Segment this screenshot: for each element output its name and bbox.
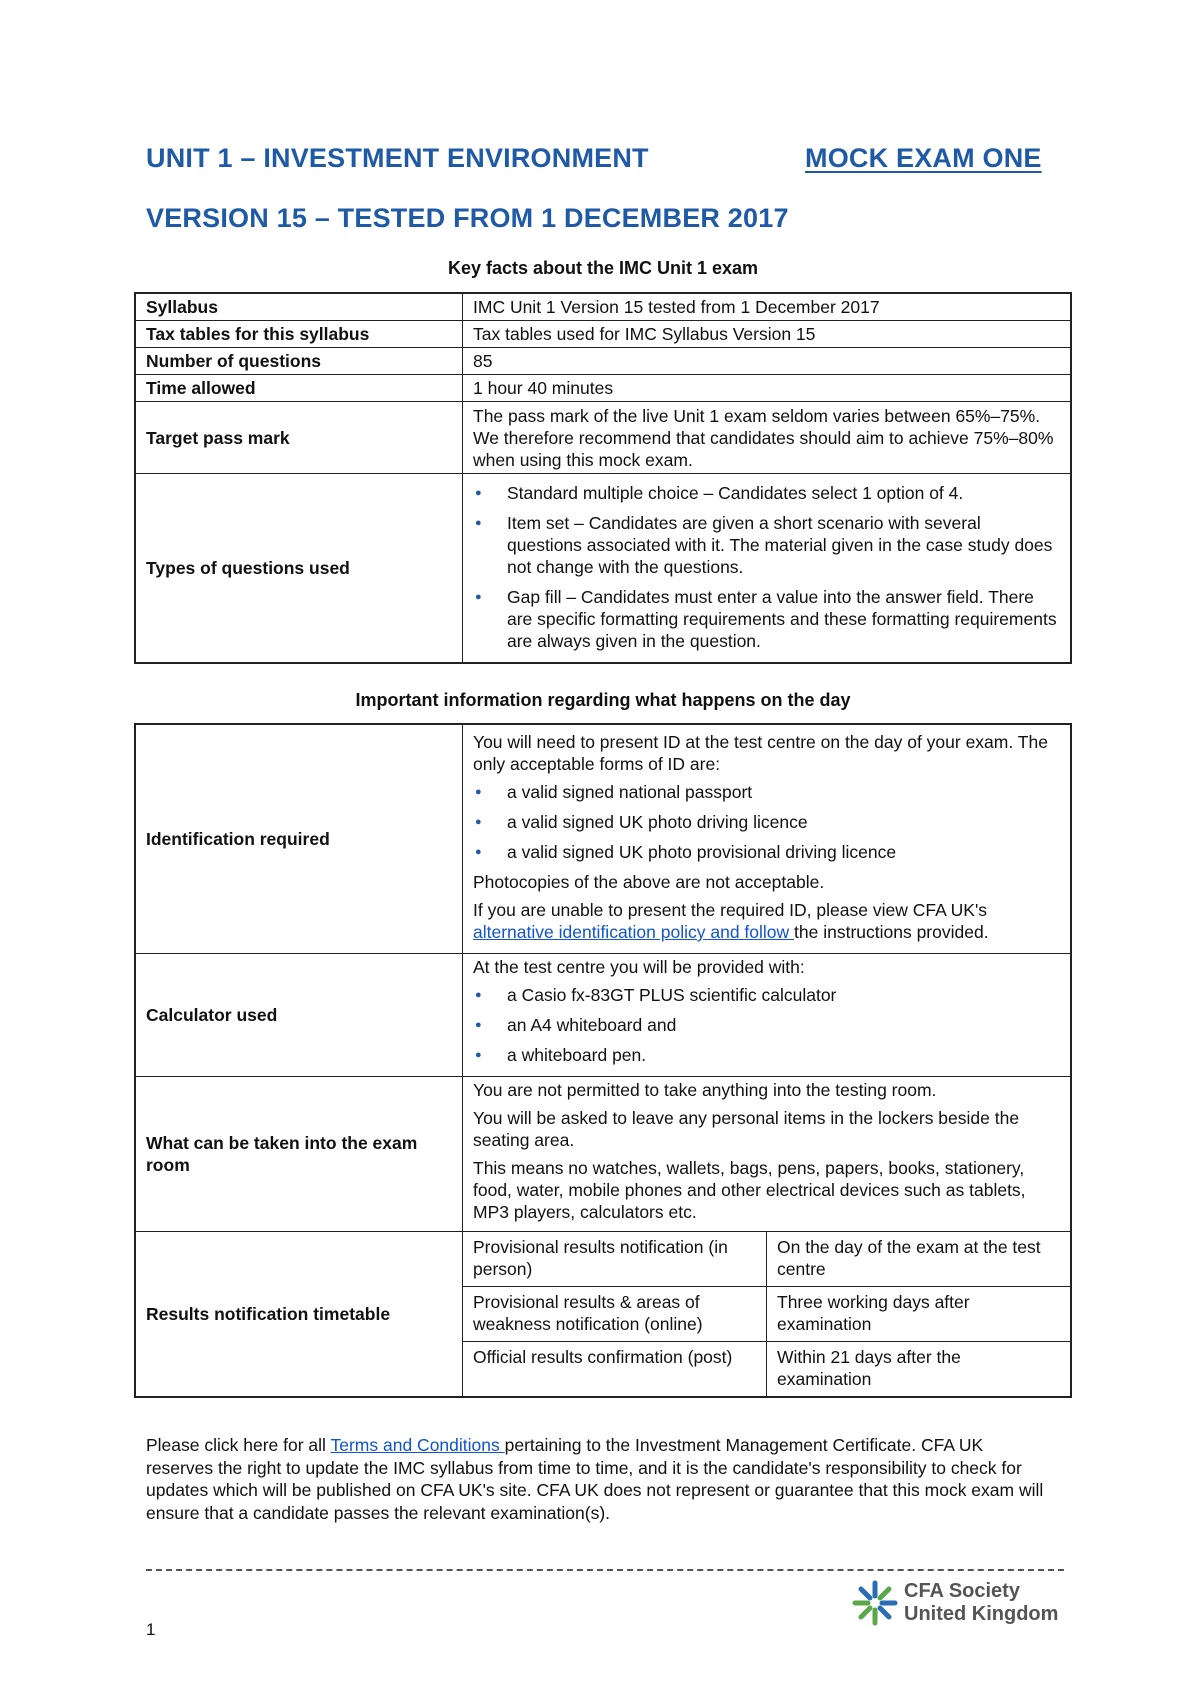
day-info-caption: Important information regarding what happens on the day [355, 690, 851, 710]
list-item: ● Standard multiple choice – Candidates select 1 option of 4. [473, 482, 1060, 504]
syllabus-value: IMC Unit 1 Version 15 tested from 1 December 2017 [463, 293, 1072, 321]
results-what: Provisional results notification (in person) [463, 1232, 767, 1287]
list-item: ● a valid signed UK photo driving licence [473, 811, 1060, 833]
alternative-id-text-before: If you are unable to present the required ID, please view CFA UK's [473, 900, 988, 920]
table-row [135, 402, 1071, 474]
identification-intro: You will need to present ID at the test centre on the day of your exam. The only acceptable forms of ID are: [473, 732, 1048, 774]
terms-and-conditions-link[interactable]: Terms and Conditions [330, 1435, 505, 1455]
results-when: Within 21 days after the examination [767, 1342, 1071, 1397]
exam-room-value [463, 1077, 1072, 1232]
alternative-id-text-after: the instructions provided. [794, 922, 989, 942]
syllabus-label: Syllabus [135, 293, 463, 321]
terms-paragraph [146, 1434, 1046, 1524]
identification-list [473, 781, 1060, 863]
mock-exam-title: MOCK EXAM ONE [805, 143, 1042, 173]
table-row [135, 321, 1071, 348]
tax-tables-value: Tax tables used for IMC Syllabus Version 15 [463, 321, 1072, 348]
list-item: ● a valid signed UK photo provisional driving licence [473, 841, 1060, 863]
identification-value [463, 724, 1072, 954]
list-item: ● Item set – Candidates are given a short scenario with several questions associated with it. The material given in the case study does not change with the questions. [473, 512, 1060, 578]
terms-text-before: Please click here for all [146, 1435, 331, 1455]
time-label: Time allowed [135, 375, 463, 402]
table-row [135, 293, 1071, 321]
alternative-id-policy-link[interactable]: alternative identification policy and follow [473, 922, 795, 942]
pass-mark-value: The pass mark of the live Unit 1 exam seldom varies between 65%–75%. We therefore recommend that candidates should aim to achieve 75%–80% when using this mock exam. [463, 402, 1072, 474]
time-value: 1 hour 40 minutes [463, 375, 1072, 402]
logo-text [904, 1580, 1058, 1626]
table-row [135, 1232, 1071, 1398]
table-row [463, 1342, 1070, 1397]
table-row [135, 1077, 1071, 1232]
calculator-intro: At the test centre you will be provided with: [473, 957, 805, 977]
terms-text-after: pertaining to the Investment Management Certificate. CFA UK reserves the right to update the IMC syllabus from time to time, and it is the candidate's responsibility to check for updates which will be published on CFA UK's site. CFA UK does not represent or guarantee that this mock exam will ensure that a candidate passes the relevant examination(s). [146, 1435, 1044, 1523]
exam-room-p1: You are not permitted to take anything into the testing room. [473, 1080, 937, 1100]
footer-divider [146, 1569, 1064, 1571]
list-item: ● a valid signed national passport [473, 781, 1060, 803]
results-when: Three working days after examination [767, 1287, 1071, 1342]
questions-value: 85 [463, 348, 1072, 375]
results-what: Provisional results & areas of weakness notification (online) [463, 1287, 767, 1342]
table-row [463, 1232, 1070, 1287]
cfa-logo-icon [852, 1580, 898, 1626]
cfa-society-logo [852, 1580, 1072, 1626]
key-facts-caption: Key facts about the IMC Unit 1 exam [447, 258, 759, 278]
question-types-list [473, 482, 1060, 652]
list-item: ● an A4 whiteboard and [473, 1014, 1060, 1036]
list-item: ● a Casio fx-83GT PLUS scientific calculator [473, 984, 1060, 1006]
results-when: On the day of the exam at the test centre [767, 1232, 1071, 1287]
tax-tables-label: Tax tables for this syllabus [135, 321, 463, 348]
calculator-label: Calculator used [135, 954, 463, 1077]
table-row [135, 348, 1071, 375]
calculator-list [473, 984, 1060, 1066]
exam-room-p2: You will be asked to leave any personal items in the lockers beside the seating area. [473, 1108, 1020, 1150]
results-label: Results notification timetable [135, 1232, 463, 1398]
key-facts-table [134, 292, 1072, 664]
alternative-id-note [473, 899, 1060, 943]
exam-room-p3: This means no watches, wallets, bags, pens, papers, books, stationery, food, water, mobile phones and other electrical devices such as tablets, MP3 players, calculators etc. [473, 1158, 1026, 1222]
page-number: 1 [146, 1620, 156, 1639]
results-what: Official results confirmation (post) [463, 1342, 767, 1397]
calculator-value [463, 954, 1072, 1077]
version-title: VERSION 15 – TESTED FROM 1 DECEMBER 2017 [146, 203, 789, 233]
list-item: ● Gap fill – Candidates must enter a value into the answer field. There are specific formatting requirements and these formatting requirements are always given in the question. [473, 586, 1060, 652]
question-types-label: Types of questions used [135, 474, 463, 664]
logo-line-2: United Kingdom [904, 1603, 1059, 1625]
question-types-value [463, 474, 1072, 664]
results-timetable-cell [463, 1232, 1072, 1398]
logo-line-1: CFA Society [904, 1580, 1020, 1602]
pass-mark-label: Target pass mark [135, 402, 463, 474]
table-row [463, 1287, 1070, 1342]
identification-label: Identification required [135, 724, 463, 954]
unit-title: UNIT 1 – INVESTMENT ENVIRONMENT [146, 143, 649, 173]
table-row [135, 474, 1071, 664]
table-row [135, 724, 1071, 954]
table-row [135, 375, 1071, 402]
day-info-table [134, 723, 1072, 1398]
questions-label: Number of questions [135, 348, 463, 375]
list-item: ● a whiteboard pen. [473, 1044, 1060, 1066]
results-timetable [463, 1232, 1070, 1396]
table-row [135, 954, 1071, 1077]
exam-room-label: What can be taken into the exam room [135, 1077, 463, 1232]
photocopies-note: Photocopies of the above are not acceptable. [473, 872, 825, 892]
